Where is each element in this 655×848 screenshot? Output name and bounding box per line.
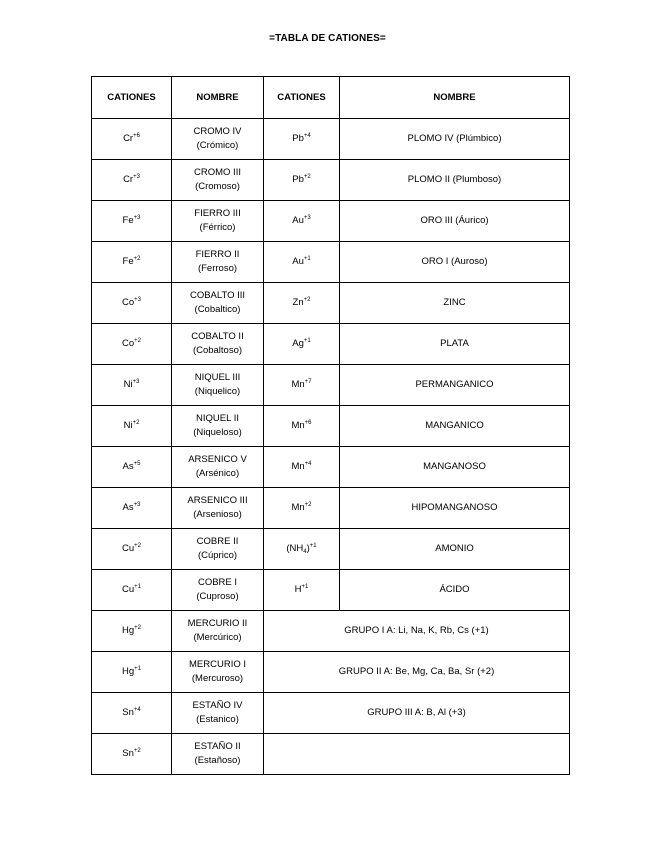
- group-cell: GRUPO I A: Li, Na, K, Rb, Cs (+1): [264, 611, 570, 652]
- cation-symbol: Cu: [122, 543, 135, 554]
- cation-symbol: Co: [122, 338, 135, 349]
- cation-charge: +3: [133, 174, 140, 180]
- cation-symbol: Mn: [291, 379, 305, 390]
- cation-symbol: Mn: [291, 420, 305, 431]
- table-row: [92, 693, 570, 734]
- cation-charge: +1: [134, 666, 141, 672]
- cation-charge: +3: [134, 297, 141, 303]
- cation-name-cell: [172, 570, 264, 611]
- cation-symbol-cell: [92, 119, 172, 160]
- cation-symbol-cell: [92, 201, 172, 242]
- header-cell: NOMBRE: [340, 77, 570, 119]
- cation-symbol: As: [122, 461, 134, 472]
- cation-symbol: As: [122, 502, 134, 513]
- cation-subscript: 4: [303, 549, 307, 555]
- cation-symbol-cell: [264, 160, 340, 201]
- cation-traditional-name: (Ferroso): [197, 263, 238, 274]
- cation-symbol-cell: [264, 447, 340, 488]
- cation-name-cell: [172, 160, 264, 201]
- cation-traditional-name: (Estañoso): [194, 755, 241, 766]
- cation-symbol: Pb: [292, 174, 304, 185]
- cation-name-cell: [172, 119, 264, 160]
- cation-symbol: Fe: [122, 256, 134, 267]
- cation-symbol-cell: [92, 324, 172, 365]
- cation-symbol: Ni: [123, 420, 133, 431]
- cation-name-cell: ORO I (Auroso): [340, 242, 570, 283]
- cation-symbol-cell: [264, 529, 340, 570]
- cation-charge: +1: [303, 338, 311, 344]
- cation-name-cell: [172, 693, 264, 734]
- cation-name: COBALTO II: [191, 331, 244, 342]
- cation-traditional-name: (Arsenioso): [193, 509, 242, 520]
- cation-name-cell: [172, 324, 264, 365]
- cation-charge: +3: [133, 502, 141, 508]
- table-row: [92, 570, 570, 611]
- cation-charge: +2: [134, 625, 141, 631]
- cation-charge: +2: [134, 543, 141, 549]
- cation-name-cell: PLATA: [340, 324, 570, 365]
- cation-charge: +1: [301, 584, 309, 590]
- cation-symbol: Cr: [123, 133, 134, 144]
- cation-charge: +1: [134, 584, 141, 590]
- cation-symbol-cell: [92, 488, 172, 529]
- cation-name-cell: MANGANICO: [340, 406, 570, 447]
- table-row: [92, 488, 570, 529]
- cation-name-cell: ÁCIDO: [340, 570, 570, 611]
- cation-symbol: Mn: [291, 461, 305, 472]
- cation-name-cell: ZINC: [340, 283, 570, 324]
- table-row: [92, 365, 570, 406]
- table-row: [92, 406, 570, 447]
- cation-symbol-cell: [264, 365, 340, 406]
- cation-symbol: Ni: [123, 379, 133, 390]
- cation-name-cell: [172, 734, 264, 775]
- cation-traditional-name: (Estanico): [196, 714, 239, 725]
- cation-traditional-name: (Cobaltico): [194, 304, 241, 315]
- table-row: [92, 160, 570, 201]
- cation-symbol-end: ): [306, 543, 310, 554]
- cations-table: [91, 76, 570, 775]
- table-row: [92, 734, 570, 775]
- cation-symbol-cell: [92, 611, 172, 652]
- cation-symbol: Cu: [122, 584, 135, 595]
- cation-charge: +2: [304, 502, 312, 508]
- cation-name-cell: HIPOMANGANOSO: [340, 488, 570, 529]
- cation-charge: +2: [303, 297, 311, 303]
- cation-symbol-cell: [264, 119, 340, 160]
- cation-symbol-cell: [264, 283, 340, 324]
- cation-name: ESTAÑO IV: [192, 700, 243, 711]
- cation-symbol: Fe: [122, 215, 134, 226]
- cation-traditional-name: (Mercuroso): [191, 673, 244, 684]
- group-cell: GRUPO II A: Be, Mg, Ca, Ba, Sr (+2): [264, 652, 570, 693]
- cation-symbol-cell: [92, 283, 172, 324]
- cation-name: CROMO IV: [193, 126, 242, 137]
- cation-name-cell: PERMANGANICO: [340, 365, 570, 406]
- cation-symbol-cell: [92, 242, 172, 283]
- cation-charge: +6: [304, 420, 312, 426]
- cation-symbol: (NH: [286, 543, 304, 554]
- cation-charge: +4: [304, 461, 312, 467]
- cation-charge: +2: [303, 174, 311, 180]
- cation-name: NIQUEL II: [196, 413, 239, 424]
- cation-traditional-name: (Cromoso): [195, 181, 240, 192]
- cation-name-cell: PLOMO II (Plumboso): [340, 160, 570, 201]
- cation-name-cell: [172, 447, 264, 488]
- cation-name: MERCURIO II: [187, 618, 248, 629]
- cation-charge: +3: [133, 215, 141, 221]
- cation-name: CROMO III: [194, 167, 241, 178]
- cation-charge: +2: [133, 748, 141, 754]
- cation-name: ESTAÑO II: [194, 741, 241, 752]
- cation-name: COBRE I: [197, 577, 238, 588]
- cation-symbol-cell: [92, 365, 172, 406]
- table-row: [92, 201, 570, 242]
- cation-symbol: Au: [292, 256, 304, 267]
- cation-symbol-cell: [92, 529, 172, 570]
- table-row: [92, 324, 570, 365]
- header-cell: CATIONES: [264, 77, 340, 119]
- cation-symbol-cell: [92, 652, 172, 693]
- table-row: [92, 283, 570, 324]
- cation-name: MERCURIO I: [189, 659, 246, 670]
- cation-symbol: Co: [122, 297, 135, 308]
- cation-name: ARSENICO III: [187, 495, 248, 506]
- cation-charge: +5: [133, 461, 141, 467]
- cation-symbol: Sn: [122, 748, 134, 759]
- cation-charge: +3: [303, 215, 311, 221]
- cation-charge: +4: [303, 133, 311, 139]
- cation-name: COBRE II: [196, 536, 239, 547]
- cation-charge: +4: [133, 707, 141, 713]
- cation-name-cell: [172, 201, 264, 242]
- cation-name-cell: [172, 283, 264, 324]
- cation-traditional-name: (Cúprico): [197, 550, 238, 561]
- cation-name-cell: [172, 652, 264, 693]
- cation-name-cell: AMONIO: [340, 529, 570, 570]
- cation-traditional-name: (Crómico): [196, 140, 239, 151]
- table-row: [92, 242, 570, 283]
- cation-traditional-name: (Cobaltoso): [192, 345, 243, 356]
- cation-symbol: Zn: [292, 297, 304, 308]
- cation-charge: +6: [133, 133, 140, 139]
- group-cell: [264, 734, 570, 775]
- cation-symbol-cell: [92, 447, 172, 488]
- cation-name-cell: PLOMO IV (Plúmbico): [340, 119, 570, 160]
- table-row: [92, 529, 570, 570]
- table-row: [92, 119, 570, 160]
- cation-symbol: Pb: [292, 133, 304, 144]
- cation-charge: +1: [303, 256, 311, 262]
- cation-symbol-cell: [264, 242, 340, 283]
- cation-traditional-name: (Cuproso): [196, 591, 239, 602]
- cation-name: FIERRO II: [195, 249, 240, 260]
- cation-symbol: Au: [292, 215, 304, 226]
- cation-name-cell: [172, 529, 264, 570]
- cation-symbol: Hg: [122, 666, 135, 677]
- cation-traditional-name: (Mercúrico): [193, 632, 242, 643]
- cation-name-cell: MANGANOSO: [340, 447, 570, 488]
- cation-charge: +3: [132, 379, 140, 385]
- cation-symbol: Cr: [123, 174, 134, 185]
- cation-symbol: Ag: [292, 338, 304, 349]
- table-row: [92, 652, 570, 693]
- header-cell: CATIONES: [92, 77, 172, 119]
- cation-symbol-cell: [264, 406, 340, 447]
- cation-traditional-name: (Niquelico): [194, 386, 241, 397]
- cation-traditional-name: (Arsénico): [195, 468, 240, 479]
- cation-traditional-name: (Férrico): [199, 222, 236, 233]
- cation-symbol-cell: [92, 160, 172, 201]
- cation-symbol-cell: [92, 693, 172, 734]
- cation-name-cell: ORO III (Áurico): [340, 201, 570, 242]
- cation-charge: +2: [132, 420, 140, 426]
- table-row: [92, 447, 570, 488]
- header-cell: NOMBRE: [172, 77, 264, 119]
- cation-symbol-cell: [264, 570, 340, 611]
- cation-name: ARSENICO V: [188, 454, 247, 465]
- cation-symbol-cell: [264, 324, 340, 365]
- cation-symbol: H: [294, 584, 302, 595]
- cation-name-cell: [172, 488, 264, 529]
- cation-name-cell: [172, 611, 264, 652]
- cation-name-cell: [172, 365, 264, 406]
- cation-symbol-cell: [92, 406, 172, 447]
- cation-name-cell: [172, 406, 264, 447]
- cation-symbol-cell: [264, 488, 340, 529]
- group-cell: GRUPO III A: B, Al (+3): [264, 693, 570, 734]
- table-header-row: [92, 77, 570, 119]
- cation-name-cell: [172, 242, 264, 283]
- table-row: [92, 611, 570, 652]
- cation-symbol-cell: [92, 734, 172, 775]
- cation-name: NIQUEL III: [194, 372, 241, 383]
- cation-name: FIERRO III: [194, 208, 241, 219]
- cation-symbol-cell: [92, 570, 172, 611]
- cation-symbol-cell: [264, 201, 340, 242]
- cation-charge: +2: [133, 256, 141, 262]
- cation-name: COBALTO III: [189, 290, 246, 301]
- cation-charge: +1: [309, 543, 317, 549]
- cation-traditional-name: (Niqueloso): [193, 427, 242, 438]
- page-title: =TABLA DE CATIONES=: [269, 33, 386, 44]
- cation-symbol: Sn: [122, 707, 134, 718]
- cation-charge: +7: [304, 379, 312, 385]
- cation-symbol: Mn: [291, 502, 305, 513]
- cation-charge: +2: [134, 338, 141, 344]
- cation-symbol: Hg: [122, 625, 135, 636]
